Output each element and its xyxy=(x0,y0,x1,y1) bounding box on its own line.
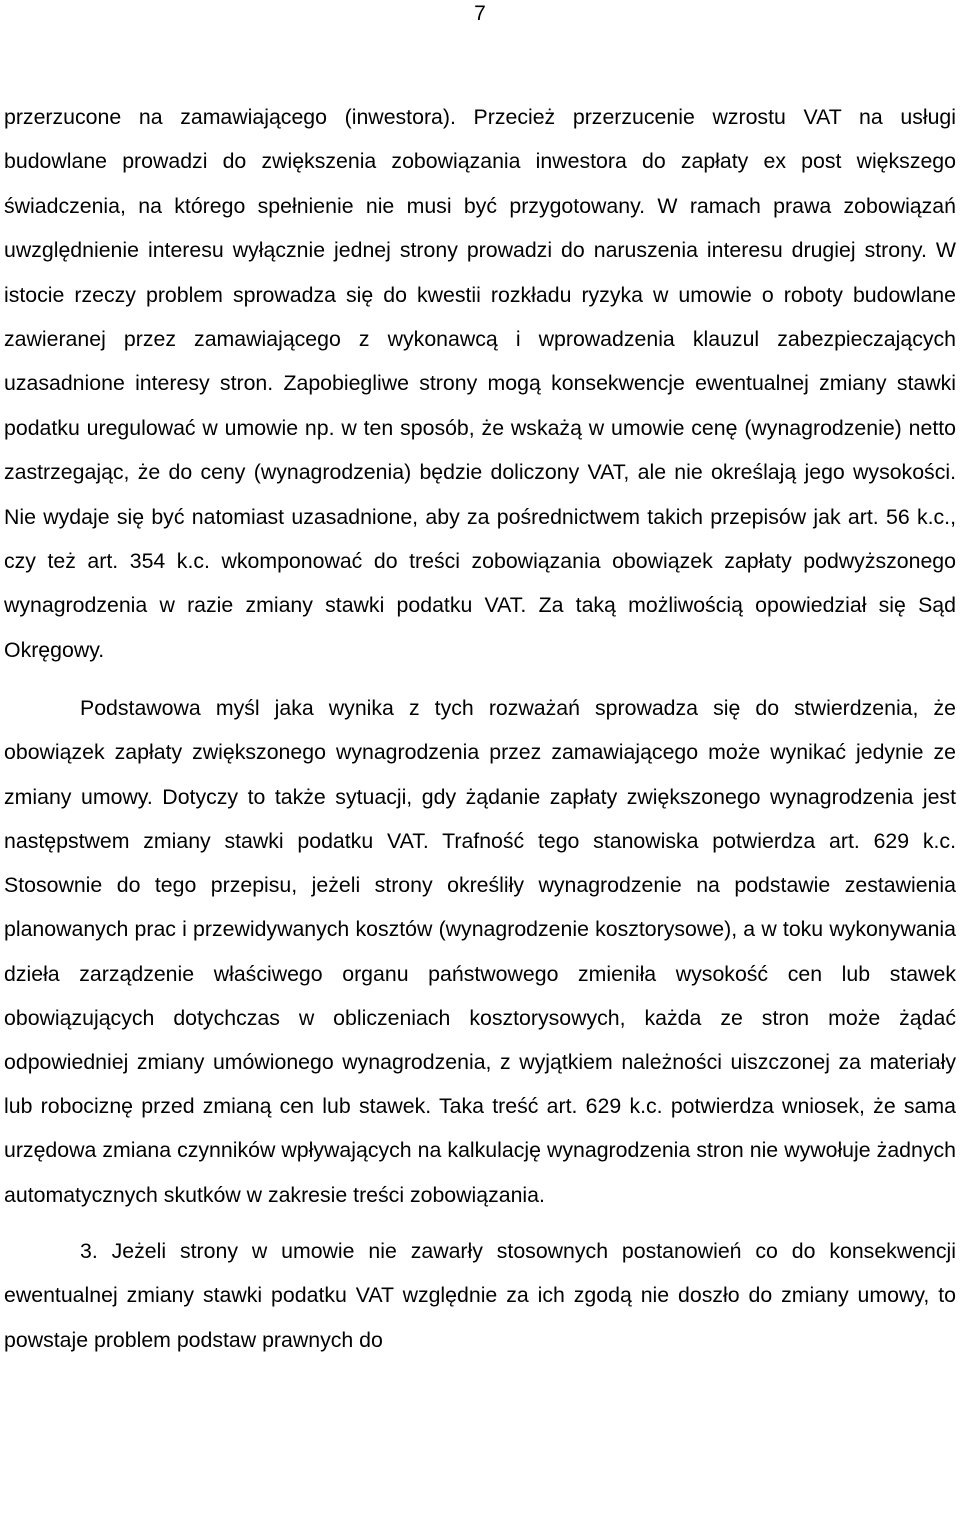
page-number: 7 xyxy=(474,2,486,25)
document-body xyxy=(4,95,956,1362)
paragraph-2: Podstawowa myśl jaka wynika z tych rozważań sprowadza się do stwierdzenia, że obowiązek zapłaty zwiększonego wynagrodzenia przez zamawiającego może wynikać jedynie ze zmiany umowy. Dotyczy to także sytuacji, gdy żądanie zapłaty zwiększonego wynagrodzenia jest następstwem zmiany stawki podatku VAT. Trafność tego stanowiska potwierdza art. 629 k.c. Stosownie do tego przepisu, jeżeli strony określiły wynagrodzenie na podstawie zestawienia planowanych prac i przewidywanych kosztów (wynagrodzenie kosztorysowe), a w toku wykonywania dzieła zarządzenie właściwego organu państwowego zmieniła wysokość cen lub stawek obowiązujących dotychczas w obliczeniach kosztorysowych, każda ze stron może żądać odpowiedniej zmiany umówionego wynagrodzenia, z wyjątkiem należności uiszczonej za materiały lub robociznę przed zmianą cen lub stawek. Taka treść art. 629 k.c. potwierdza wniosek, że sama urzędowa zmiana czynników wpływających na kalkulację wynagrodzenia stron nie wywołuje żadnych automatycznych skutków w zakresie treści zobowiązania. xyxy=(4,696,956,1207)
paragraph-1: przerzucone na zamawiającego (inwestora). Przecież przerzucenie wzrostu VAT na usługi budowlane prowadzi do zwiększenia zobowiązania inwestora do zapłaty ex post większego świadczenia, na którego spełnienie nie musi być przygotowany. W ramach prawa zobowiązań uwzględnienie interesu wyłącznie jednej strony prowadzi do naruszenia interesu drugiej strony. W istocie rzeczy problem sprowadza się do kwestii rozkładu ryzyka w umowie o roboty budowlane zawieranej przez zamawiającego z wykonawcą i wprowadzenia klauzul zabezpieczających uzasadnione interesy stron. Zapobiegliwe strony mogą konsekwencje ewentualnej zmiany stawki podatku uregulować w umowie np. w ten sposób, że wskażą w umowie cenę (wynagrodzenie) netto zastrzegając, że do ceny (wynagrodzenia) będzie doliczony VAT, ale nie określają jego wysokości. Nie wydaje się być natomiast uzasadnione, aby za pośrednictwem takich przepisów jak art. 56 k.c., czy też art. 354 k.c. wkomponować do treści zobowiązania obowiązek zapłaty podwyższonego wynagrodzenia w razie zmiany stawki podatku VAT. Za taką możliwością opowiedział się Sąd Okręgowy. xyxy=(4,105,956,662)
paragraph-3: 3. Jeżeli strony w umowie nie zawarły stosownych postanowień co do konsekwencji ewentualnej zmiany stawki podatku VAT względnie za ich zgodą nie doszło do zmiany umowy, to powstaje problem podstaw prawnych do xyxy=(4,1238,956,1352)
